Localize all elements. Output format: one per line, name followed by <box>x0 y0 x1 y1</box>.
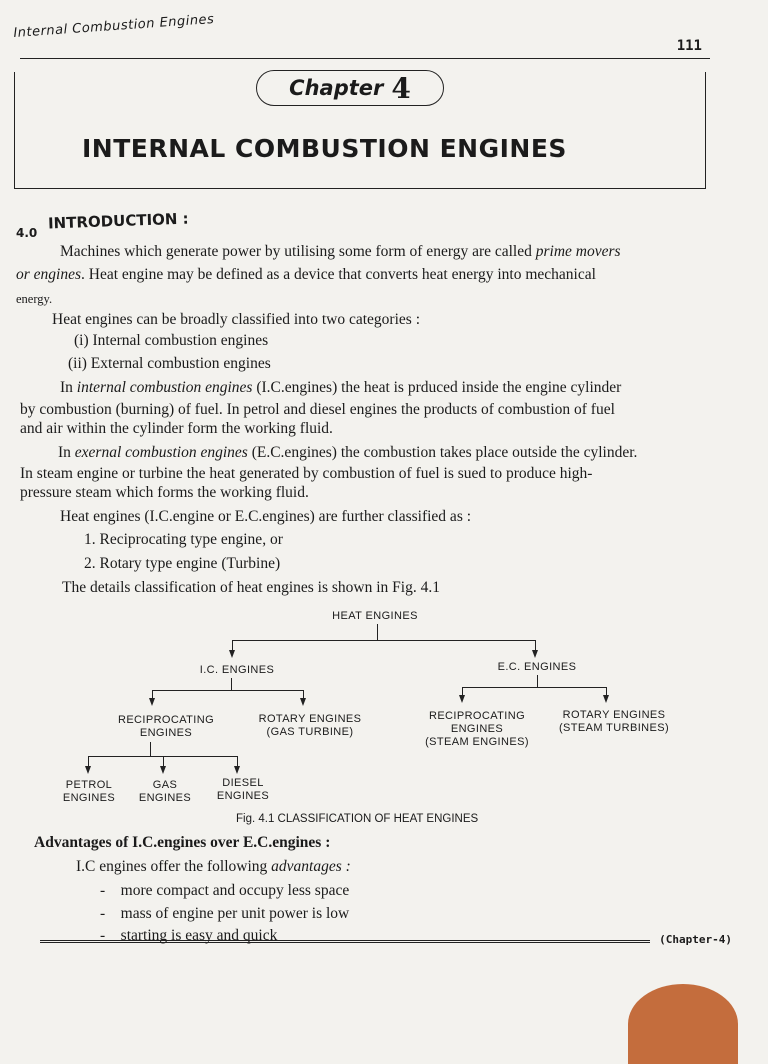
p4-line3: pressure steam which forms the working fluid. <box>20 484 309 501</box>
bullet: - <box>100 905 106 922</box>
p3-italic: internal combustion engines <box>76 379 253 396</box>
advantages-title: Advantages of I.C.engines over E.C.engines : <box>34 834 331 851</box>
p3-line3: and air within the cylinder form the working fluid. <box>20 420 333 437</box>
node-gas: GAS ENGINES <box>138 779 192 804</box>
connector <box>231 678 232 690</box>
p4-line1 <box>58 444 637 462</box>
arrow-icon <box>160 766 166 774</box>
p3-line2: by combustion (burning) of fuel. In petrol and diesel engines the products of combustion of fuel <box>20 401 615 418</box>
chapter-number: 4 <box>391 71 411 105</box>
p3-line1 <box>60 379 621 397</box>
chapter-label: Chapter <box>289 76 384 100</box>
connector <box>537 675 538 687</box>
p4-line2: In steam engine or turbine the heat generated by combustion of fuel is sued to produce high- <box>20 465 593 482</box>
node-ic-engines: I.C. ENGINES <box>199 664 275 676</box>
node-ec-rotary: ROTARY ENGINES (STEAM TURBINES) <box>558 709 670 734</box>
node-heat-engines: HEAT ENGINES <box>332 610 418 622</box>
bullet: - <box>100 882 106 899</box>
p1-text-a: Machines which generate power by utilising some form of energy are called <box>60 243 536 260</box>
arrow-icon <box>234 766 240 774</box>
footer-rule <box>40 940 650 943</box>
arrow-icon <box>459 695 465 703</box>
node-ec-engines: E.C. ENGINES <box>497 661 577 673</box>
p1-line3: energy. <box>16 292 53 306</box>
advantages-intro-text: I.C engines offer the following <box>76 858 272 875</box>
chapter-title: INTERNAL COMBUSTION ENGINES <box>82 134 567 163</box>
footer-chapter-label: (Chapter-4) <box>659 933 732 946</box>
header-rule <box>20 58 710 59</box>
arrow-icon <box>300 698 306 706</box>
page-number: 111 <box>676 38 702 54</box>
bullet: - <box>100 927 106 944</box>
connector <box>303 690 304 698</box>
connector <box>152 690 304 691</box>
connector <box>152 690 153 698</box>
connector <box>150 742 151 756</box>
chapter-tag <box>256 70 444 106</box>
advantage-text: starting is easy and quick <box>120 927 278 944</box>
connector <box>462 687 607 688</box>
list-item <box>100 882 349 900</box>
connector <box>606 687 607 695</box>
p2-item-i: (i) Internal combustion engines <box>74 332 269 349</box>
p3-text-a: In <box>60 379 77 396</box>
p2-line: Heat engines can be broadly classified into two categories : <box>52 311 420 328</box>
connector <box>377 624 378 640</box>
arrow-icon <box>229 650 235 658</box>
p4-text-a2: (E.C.engines) the combustion takes place outside the cylinder. <box>247 444 638 461</box>
p2-item-ii: (ii) External combustion engines <box>68 355 271 372</box>
node-ic-rotary: ROTARY ENGINES (GAS TURBINE) <box>258 713 362 738</box>
p1-italic-b: or engines <box>16 266 82 283</box>
node-ec-reciprocating: RECIPROCATING ENGINES (STEAM ENGINES) <box>425 710 529 748</box>
list-item <box>100 905 349 923</box>
p5-item-2: 2. Rotary type engine (Turbine) <box>84 555 281 572</box>
p4-italic: exernal combustion engines <box>74 444 248 461</box>
figure-caption: Fig. 4.1 CLASSIFICATION OF HEAT ENGINES <box>236 813 479 825</box>
advantage-text: more compact and occupy less space <box>120 882 350 899</box>
connector <box>232 640 536 641</box>
arrow-icon <box>603 695 609 703</box>
node-ic-reciprocating: RECIPROCATING ENGINES <box>117 714 215 739</box>
section-title: INTRODUCTION : <box>47 209 189 233</box>
p3-text-a2: (I.C.engines) the heat is prduced inside the engine cylinder <box>252 379 622 396</box>
p6-line: The details classification of heat engines is shown in Fig. 4.1 <box>62 579 440 596</box>
connector <box>535 640 536 650</box>
p1-italic-a: prime movers <box>535 243 621 260</box>
advantage-text: mass of engine per unit power is low <box>120 905 350 922</box>
node-petrol: PETROL ENGINES <box>62 779 116 804</box>
running-head: Internal Combustion Engines <box>12 11 215 42</box>
advantages-intro-italic: advantages : <box>271 858 351 875</box>
arrow-icon <box>149 698 155 706</box>
section-number: 4.0 <box>16 226 38 240</box>
arrow-icon <box>85 766 91 774</box>
advantages-intro <box>76 858 351 876</box>
thumb-image <box>628 984 738 1064</box>
p1-line1 <box>60 243 621 261</box>
arrow-icon <box>532 650 538 658</box>
p4-text-a: In <box>58 444 75 461</box>
connector <box>462 687 463 695</box>
p1-line2 <box>16 266 596 284</box>
node-diesel: DIESEL ENGINES <box>216 777 270 802</box>
p5-item-1: 1. Reciprocating type engine, or <box>84 531 283 548</box>
connector <box>232 640 233 650</box>
p1-text-b: . Heat engine may be defined as a device that converts heat energy into mechanical <box>81 266 596 283</box>
p5-line: Heat engines (I.C.engine or E.C.engines) are further classified as : <box>60 508 472 525</box>
